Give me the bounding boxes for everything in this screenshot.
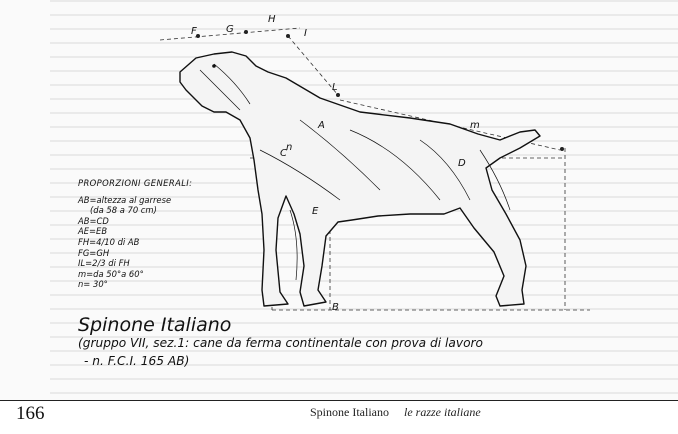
label-h: H [268,14,276,25]
proportion-line: AB=CD [78,215,109,226]
breed-subtitle: (gruppo VII, sez.1: cane da ferma continentale con prova di lavoro [78,336,484,350]
running-series: le razze italiane [404,405,481,419]
proportion-line: AB=altezza al garrese [78,194,172,205]
proportion-line: n= 30° [78,279,108,290]
label-n: n [286,142,293,153]
label-d: D [458,158,466,169]
label-a: A [318,120,325,131]
proportion-line: m=da 50°a 60° [78,268,144,279]
proportion-line: IL=2/3 di FH [78,258,130,269]
spinone-dog-drawing [180,52,540,306]
breed-title: Spinone Italiano [78,314,232,336]
label-b: B [332,302,339,313]
label-e: E [312,206,319,217]
running-title: Spinone Italiano [310,405,389,419]
label-f: F [191,26,197,37]
label-m: m [470,120,480,131]
proportion-line: FG=GH [78,247,110,258]
proportions-legend [78,178,192,290]
footer-rule [0,400,678,401]
label-g: G [226,24,234,35]
label-i: I [304,28,307,39]
label-l: L [332,82,338,93]
breed-fci-reference: - n. F.C.I. 165 AB) [84,354,190,368]
eye-icon [212,64,216,68]
page-number: 166 [16,403,45,424]
proportion-line: (da 58 a 70 cm) [90,205,157,216]
proportion-line: FH=4/10 di AB [78,236,140,247]
proportion-line: AE=EB [78,226,108,237]
proportions-heading: PROPORZIONI GENERALI: [78,178,193,188]
label-c: C [280,148,287,159]
